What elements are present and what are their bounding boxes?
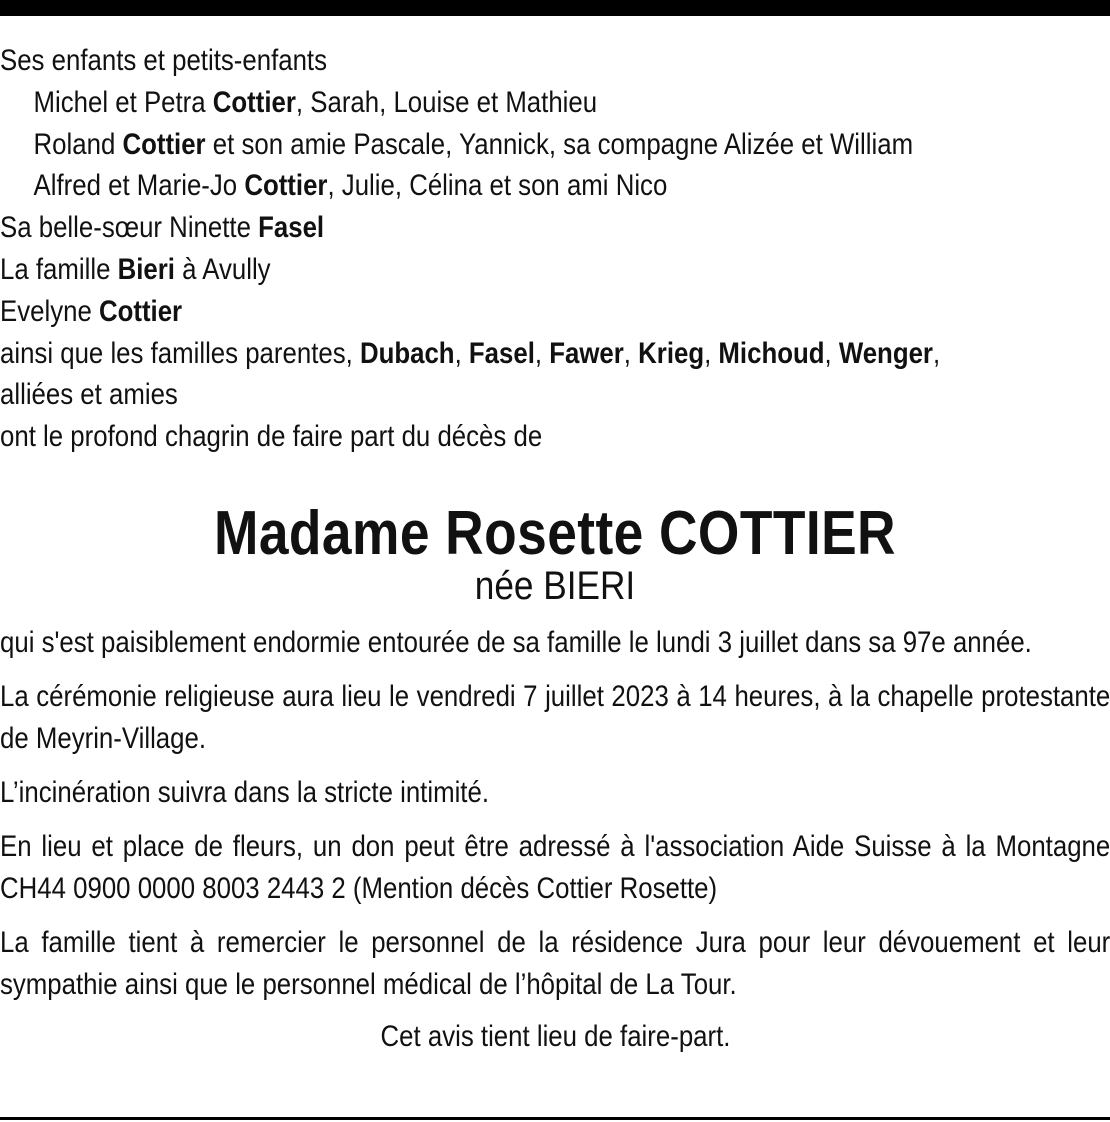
family-line-bieri [0,249,1110,291]
family-line-sister-in-law [0,207,1110,249]
bottom-rule [0,1117,1110,1120]
text: à Avully [174,252,271,286]
text: ainsi que les familles parentes, [0,336,360,370]
text: et son amie Pascale, Yannick, sa compagne Alizée et William [205,127,914,161]
surname: Fawer [549,336,624,370]
separator: , [623,336,639,370]
text: , Sarah, Louise et Mathieu [295,85,598,119]
thanks-paragraph: La famille tient à remercier le personnel de la résidence Jura pour leur dévouement et leur sympathie ainsi que le personnel médical de l’hôpital de La Tour. [0,925,1110,1001]
separator: , [932,336,941,370]
deceased-name: Madame Rosette COTTIER [213,498,897,568]
separator: , [704,336,719,370]
surname: Cottier [212,85,296,119]
maiden-name: née BIERI [474,563,636,608]
family-line-relatives [0,333,1110,375]
surname: Michoud [718,336,825,370]
announcement: ont le profond chagrin de faire part du décès de [0,420,543,454]
text: Michel et Petra [33,85,213,119]
family-intro: Ses enfants et petits-enfants [0,44,328,77]
family-line-allied: alliées et amies [0,378,178,412]
family-line-alfred [0,165,1110,207]
death-paragraph: qui s'est paisiblement endormie entourée de sa famille le lundi 3 juillet dans sa 97e année. [0,625,1032,659]
surname: Cottier [98,294,183,328]
surname: Fasel [258,211,325,245]
separator: , [454,336,469,370]
surname: Cottier [122,127,206,161]
ceremony-paragraph: La cérémonie religieuse aura lieu le vendredi 7 juillet 2023 à 14 heures, à la chapelle protestante de Meyrin-Village. [0,679,1110,755]
text: La famille [0,252,118,286]
surname: Krieg [638,336,705,370]
notice-line: Cet avis tient lieu de faire-part. [380,1019,731,1053]
surname: Cottier [244,169,328,203]
separator: , [534,336,550,370]
cremation-paragraph: L’incinération suivra dans la stricte intimité. [0,775,489,809]
text: Sa belle-sœur Ninette [0,211,259,245]
surname: Bieri [117,252,175,286]
text: , Julie, Célina et son ami Nico [327,169,668,203]
text: Evelyne [0,294,99,328]
family-line-michel [0,82,1110,124]
family-line-evelyne [0,291,1110,333]
top-rule [0,0,1110,16]
obituary-notice [0,40,1110,1058]
surname: Fasel [468,336,535,370]
text: Roland [33,127,123,161]
separator: , [824,336,839,370]
surname: Dubach [359,336,455,370]
donation-paragraph: En lieu et place de fleurs, un don peut être adressé à l'association Aide Suisse à la Montagne CH44 0900 0000 8003 2443 2 (Mention décès Cottier Rosette) [0,829,1110,905]
surname: Wenger [838,336,933,370]
family-line-roland [0,124,1110,166]
text: Alfred et Marie-Jo [33,169,245,203]
